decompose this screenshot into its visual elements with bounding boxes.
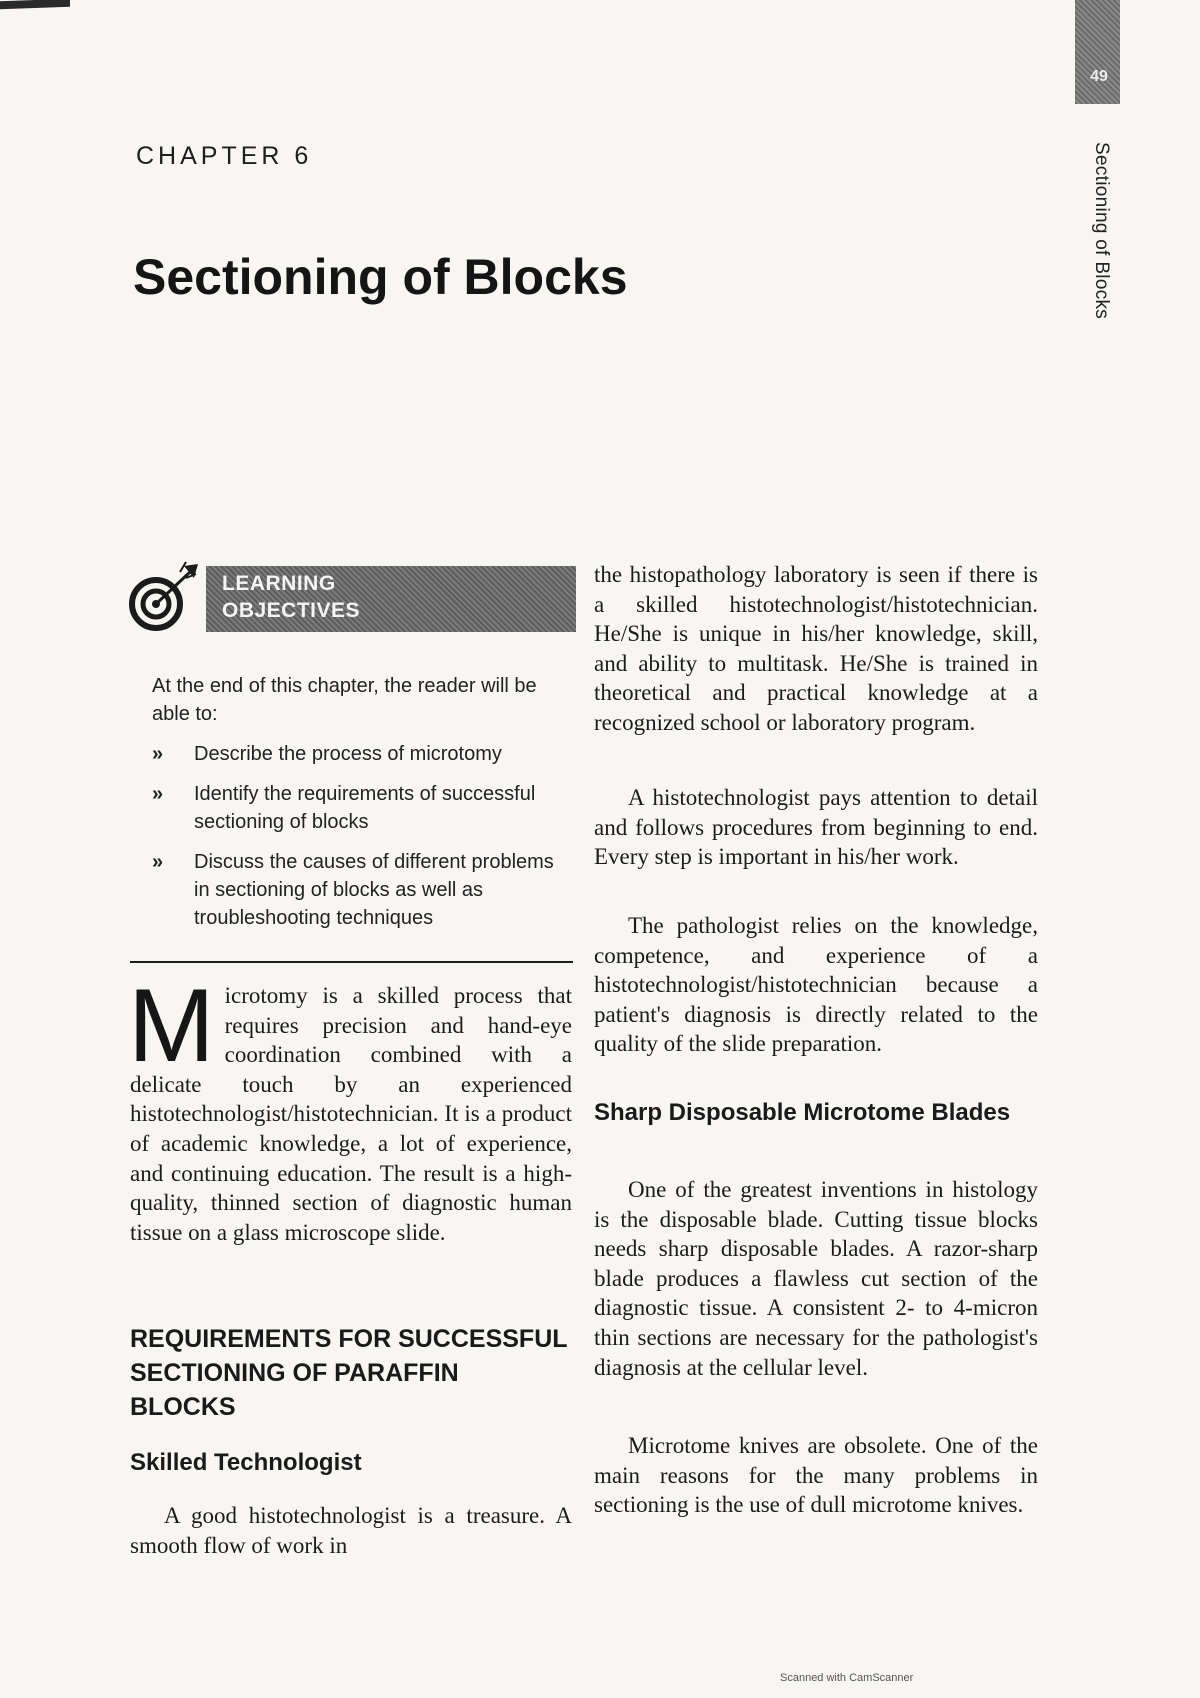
- learning-objectives-banner: [206, 566, 576, 632]
- paragraph-text: A good histotechnologist is a treasure. A smooth flow of work in: [130, 1503, 572, 1558]
- bullet-glyph: »: [152, 851, 164, 873]
- running-head: Sectioning of Blocks: [1091, 142, 1112, 320]
- paragraph-pathologist: [594, 911, 1038, 1059]
- target-with-arrow-icon: [128, 560, 200, 632]
- learning-objectives-list: [152, 740, 572, 944]
- page-edge-shadow: [0, 0, 70, 9]
- list-item: [152, 780, 572, 836]
- list-item: [152, 848, 572, 932]
- paragraph-attention-detail: [594, 783, 1038, 872]
- learning-objectives-intro: At the end of this chapter, the reader will be able to:: [152, 675, 537, 725]
- bullet-glyph: »: [152, 783, 164, 805]
- scanner-watermark: Scanned with CamScanner: [780, 1672, 914, 1684]
- paragraph-text: One of the greatest inventions in histology is the disposable blade. Cutting tissue blocks needs sharp disposable blades. A razor-sharp blade produces a flawless cut section of the diagnostic tissue. A consistent 2- to 4-micron thin sections are necessary for the pathologist's diagnosis at the cellular level.: [594, 1177, 1038, 1380]
- page-number: 49: [1090, 68, 1108, 85]
- learning-objectives-heading-line2: OBJECTIVES: [222, 599, 361, 622]
- section-divider: [130, 961, 573, 963]
- paragraph-text: Microtome knives are obsolete. One of the main reasons for the many problems in sectioning is the use of dull microtome knives.: [594, 1433, 1038, 1518]
- list-item: [152, 740, 572, 768]
- thumb-tab: [1075, 0, 1120, 104]
- intro-paragraph: [128, 968, 572, 1247]
- paragraph-disposable-blade: [594, 1175, 1038, 1382]
- chapter-title: Sectioning of Blocks: [133, 249, 628, 305]
- learning-objectives-heading-line1: LEARNING: [222, 572, 336, 595]
- paragraph-microtome-knives: [594, 1431, 1038, 1520]
- paragraph-good-histotechnologist: [130, 1501, 572, 1560]
- paragraph-skilled-lab: [594, 560, 1038, 738]
- heading-requirements: REQUIREMENTS FOR SUCCESSFUL SECTIONING OF PARAFFIN BLOCKS: [130, 1325, 568, 1421]
- paragraph-text: The pathologist relies on the knowledge, competence, and experience of a histotechnologist/histotechnician because a patient's diagnosis is directly related to the quality of the slide preparation.: [594, 913, 1038, 1057]
- objective-text: Discuss the causes of different problems in sectioning of blocks as well as troubleshooting techniques: [194, 851, 554, 929]
- heading-disposable-blades: Sharp Disposable Microtome Blades: [594, 1099, 1011, 1126]
- heading-skilled-technologist: Skilled Technologist: [130, 1449, 362, 1476]
- objective-text: Identify the requirements of successful sectioning of blocks: [194, 783, 536, 833]
- objective-text: Describe the process of microtomy: [194, 743, 502, 765]
- chapter-label: CHAPTER 6: [136, 142, 313, 170]
- paragraph-text: A histotechnologist pays attention to detail and follows procedures from beginning to end. Every step is important in his/her work.: [594, 785, 1038, 870]
- paragraph-text: the histopathology laboratory is seen if there is a skilled histotechnologist/histotechnician. He/She is unique in his/her knowledge, skill, and ability to multitask. He/She is trained in theoretical and practical knowledge at a recognized school or laboratory program.: [594, 562, 1038, 735]
- bullet-glyph: »: [152, 743, 164, 765]
- drop-cap: M: [128, 968, 215, 1084]
- intro-text: icrotomy is a skilled process that requires precision and hand-eye coordination combined with a delicate touch by an experienced histotechnologist/histotechnician. It is a product of academic knowledge, a lot of experience, and continuing education. The result is a high-quality, thinned section of diagnostic human tissue on a glass microscope slide.: [130, 983, 572, 1245]
